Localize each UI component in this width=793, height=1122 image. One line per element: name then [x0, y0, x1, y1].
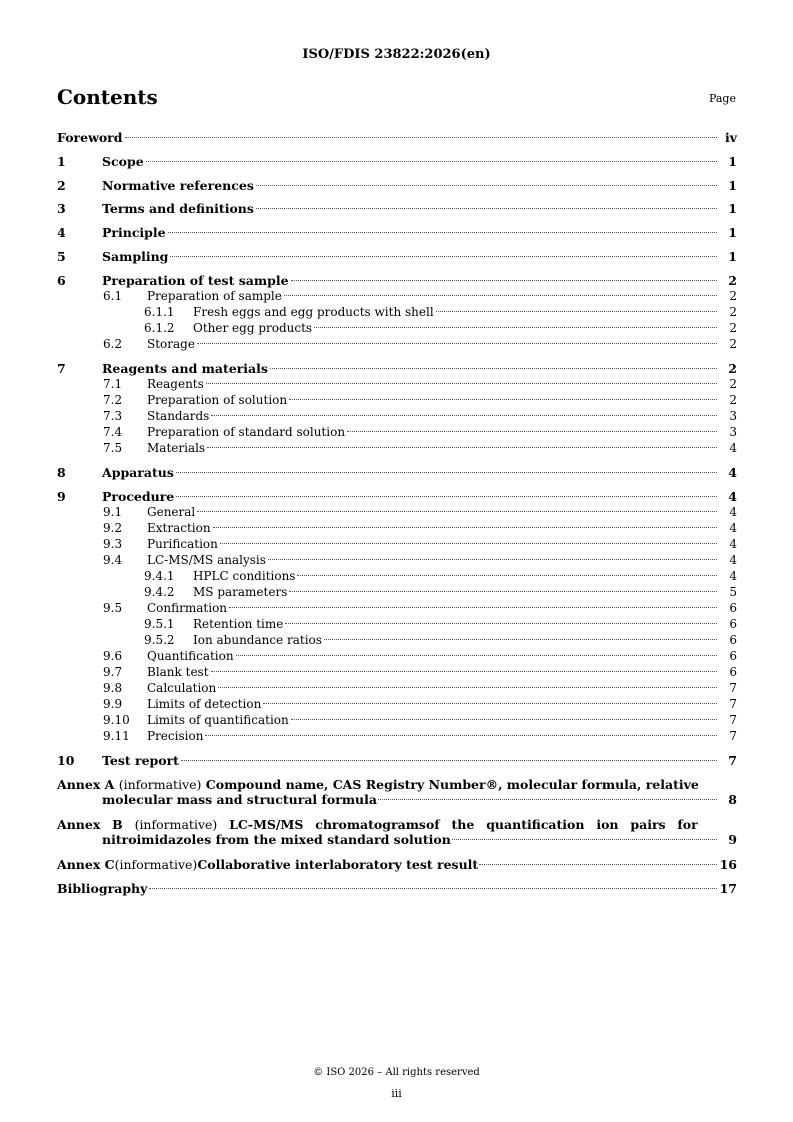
toc-entry-page: 2	[729, 321, 737, 335]
annex-title-continuation-line	[102, 832, 717, 847]
toc-entry-page: 7	[729, 729, 737, 743]
page-title: Contents	[57, 85, 158, 109]
toc-entry-title-wrap	[147, 409, 717, 423]
toc-entry-page: 1	[728, 225, 737, 240]
annex-label: Annex A	[57, 777, 115, 792]
toc-entry[interactable]	[57, 249, 737, 265]
dot-leader	[314, 327, 717, 328]
dot-leader	[176, 472, 717, 473]
toc-entry[interactable]	[57, 713, 737, 729]
toc-entry-title-wrap	[193, 585, 717, 599]
toc-entry-title-wrap	[147, 553, 717, 567]
toc-entry[interactable]	[57, 465, 737, 481]
toc-entry-page: 2	[729, 337, 737, 351]
annex-title: Collaborative interlaboratory test result	[197, 857, 479, 872]
toc-entry[interactable]	[57, 425, 737, 441]
toc-entry-title: HPLC conditions	[193, 569, 296, 583]
toc-entry[interactable]	[57, 225, 737, 241]
toc-entry-number: 6.1	[103, 289, 123, 303]
dot-leader	[218, 687, 717, 688]
dot-leader	[211, 671, 717, 672]
toc-entry-title: Reagents and materials	[102, 361, 268, 376]
toc-entry-page: 2	[729, 377, 737, 391]
toc-entry-page: 1	[728, 154, 737, 169]
annex-title-continuation: nitroimidazoles from the mixed standard solution	[102, 832, 451, 847]
toc-entry-number: 9	[57, 489, 66, 504]
toc-entry-number: 10	[57, 753, 75, 768]
toc-entry-title: Precision	[147, 729, 204, 743]
toc-entry-title-wrap	[193, 633, 717, 647]
toc-entry-title: Other egg products	[193, 321, 313, 335]
toc-entry-page: iv	[724, 130, 737, 145]
toc-entry-title: Terms and definitions	[102, 201, 254, 216]
toc-entry-number: 4	[57, 225, 66, 240]
toc-entry-title: Ion abundance ratios	[193, 633, 322, 647]
toc-entry-number: 6.1.2	[144, 321, 175, 335]
toc-bibliography-entry[interactable]	[57, 881, 737, 897]
annex-line	[57, 857, 717, 872]
toc-entry-page: 2	[729, 393, 737, 407]
dot-leader	[176, 496, 717, 497]
toc-entry[interactable]	[57, 585, 737, 601]
dot-leader	[268, 559, 717, 560]
toc-entry-title: Purification	[147, 537, 218, 551]
toc-entry-page: 4	[729, 441, 737, 455]
toc-entry-number: 9.11	[103, 729, 130, 743]
toc-entry-title-wrap	[147, 289, 717, 303]
annex-title: Compound name, CAS Registry Number®, molecular formula, relative	[205, 777, 699, 792]
toc-entry-number: 1	[57, 154, 66, 169]
dot-leader	[197, 511, 717, 512]
toc-entry[interactable]	[57, 553, 737, 569]
annex-title-continuation-line	[102, 792, 717, 807]
toc-entry-page: 2	[729, 305, 737, 319]
toc-entry-title: Limits of detection	[147, 697, 262, 711]
toc-entry-title-wrap	[147, 441, 717, 455]
toc-entry[interactable]	[57, 505, 737, 521]
dot-leader	[205, 735, 717, 736]
toc-entry-page: 4	[729, 569, 737, 583]
toc-entry-title-wrap	[102, 273, 717, 288]
toc-entry[interactable]	[57, 441, 737, 457]
annex-label: Annex C	[57, 857, 115, 872]
annex-type: (informative)	[118, 777, 202, 792]
toc-entry-page: 2	[728, 361, 737, 376]
toc-entry-title: LC-MS/MS analysis	[147, 553, 266, 567]
toc-entry-number: 6.1.1	[144, 305, 175, 319]
toc-entry[interactable]	[57, 633, 737, 649]
toc-entry-title-wrap	[57, 881, 717, 896]
toc-entry-number: 2	[57, 178, 66, 193]
toc-entry-title: Apparatus	[102, 465, 174, 480]
annex-type: (informative)	[134, 817, 218, 832]
toc-entry[interactable]	[57, 537, 737, 553]
dot-leader	[270, 368, 717, 369]
toc-entry-title-wrap	[102, 178, 717, 193]
toc-entry-number: 9.4.1	[144, 569, 175, 583]
dot-leader	[125, 137, 718, 138]
toc-entry-title-wrap	[102, 465, 717, 480]
toc-entry-page: 3	[729, 425, 737, 439]
toc-entry[interactable]	[57, 569, 737, 585]
toc-entry-title-wrap	[147, 729, 717, 743]
dot-leader	[378, 799, 717, 800]
toc-entry-title: Foreword	[57, 130, 123, 145]
dot-leader	[256, 208, 717, 209]
toc-entry-title: Retention time	[193, 617, 284, 631]
toc-entry-number: 7.5	[103, 441, 123, 455]
toc-entry-number: 7.2	[103, 393, 123, 407]
toc-entry-title-wrap	[102, 249, 717, 264]
toc-entry[interactable]	[57, 601, 737, 617]
toc-entry[interactable]	[57, 130, 737, 146]
toc-entry-title: Confirmation	[147, 601, 228, 615]
annex-type: (informative)	[114, 857, 198, 872]
toc-entry-title-wrap	[102, 154, 717, 169]
toc-entry-number: 9.6	[103, 649, 123, 663]
dot-leader	[149, 888, 717, 889]
toc-entry[interactable]	[57, 665, 737, 681]
dot-leader	[347, 431, 717, 432]
toc-entry-title: Scope	[102, 154, 144, 169]
dot-leader	[220, 543, 717, 544]
toc-entry-number: 9.2	[103, 521, 123, 535]
toc-entry[interactable]	[57, 321, 737, 337]
page-column-label: Page	[708, 92, 736, 105]
dot-leader	[452, 839, 717, 840]
toc-entry[interactable]	[57, 393, 737, 409]
toc-entry-title-wrap	[147, 521, 717, 535]
dot-leader	[197, 343, 717, 344]
annex-page: 8	[728, 792, 737, 807]
toc-entry-number: 5	[57, 249, 66, 264]
toc-entry-title: Limits of quantification	[147, 713, 289, 727]
toc-entry-title-wrap	[193, 569, 717, 583]
toc-entry[interactable]	[57, 377, 737, 393]
toc-entry-title: Quantification	[147, 649, 234, 663]
annex-line	[57, 817, 737, 832]
toc-entry-title: General	[147, 505, 196, 519]
toc-entry-title-wrap	[147, 601, 717, 615]
dot-leader	[291, 719, 717, 720]
toc-entry-number: 9.4.2	[144, 585, 175, 599]
annex-line	[57, 777, 737, 792]
dot-leader	[206, 383, 717, 384]
toc-entry-page: 6	[729, 633, 737, 647]
copyright-notice: © ISO 2026 – All rights reserved	[313, 1067, 480, 1078]
toc-entry-page: 7	[729, 681, 737, 695]
toc-entry-number: 9.5	[103, 601, 123, 615]
toc-entry-number: 9.1	[103, 505, 123, 519]
toc-entry-title-wrap	[102, 753, 717, 768]
toc-entry-title: Preparation of solution	[147, 393, 288, 407]
page-number: iii	[391, 1087, 402, 1100]
dot-leader	[211, 415, 717, 416]
toc-entry-number: 7.3	[103, 409, 123, 423]
toc-entry[interactable]	[57, 201, 737, 217]
toc-entry-title-wrap	[147, 377, 717, 391]
toc-entry[interactable]	[57, 617, 737, 633]
toc-entry[interactable]	[57, 681, 737, 697]
toc-entry-title-wrap	[147, 505, 717, 519]
toc-entry-title-wrap	[147, 425, 717, 439]
toc-entry-title: Calculation	[147, 681, 217, 695]
toc-entry-page: 5	[729, 585, 737, 599]
toc-entry-number: 9.5.1	[144, 617, 175, 631]
toc-entry-title-wrap	[147, 713, 717, 727]
document-header: ISO/FDIS 23822:2026(en)	[302, 47, 491, 62]
toc-entry-title-wrap	[102, 489, 717, 504]
toc-entry-page: 3	[729, 409, 737, 423]
dot-leader	[146, 161, 717, 162]
toc-entry-title: Storage	[147, 337, 195, 351]
bibliography-title: Bibliography	[57, 881, 148, 896]
toc-entry-number: 3	[57, 201, 66, 216]
toc-entry-number: 7.1	[103, 377, 123, 391]
toc-entry-title-wrap	[147, 649, 717, 663]
toc-entry-title: Normative references	[102, 178, 254, 193]
toc-entry-number: 6.2	[103, 337, 123, 351]
toc-entry-number: 7	[57, 361, 66, 376]
toc-entry-title: MS parameters	[193, 585, 288, 599]
dot-leader	[236, 655, 717, 656]
toc-entry[interactable]	[57, 154, 737, 170]
toc-entry-page: 4	[728, 489, 737, 504]
toc-entry-title: Extraction	[147, 521, 211, 535]
toc-entry-page: 4	[729, 537, 737, 551]
toc-entry-number: 6	[57, 273, 66, 288]
dot-leader	[324, 639, 717, 640]
toc-entry-page: 6	[729, 665, 737, 679]
toc-entry-title: Preparation of test sample	[102, 273, 289, 288]
toc-entry-title-wrap	[102, 225, 717, 240]
toc-entry-title: Reagents	[147, 377, 204, 391]
toc-annex-entry[interactable]	[57, 857, 737, 872]
toc-entry-title-wrap	[147, 393, 717, 407]
toc-entry-page: 7	[728, 753, 737, 768]
toc-entry-title-wrap	[147, 337, 717, 351]
toc-entry-title-wrap	[147, 681, 717, 695]
toc-entry-title: Preparation of sample	[147, 289, 282, 303]
toc-entry-title-wrap	[147, 665, 717, 679]
toc-entry-title: Preparation of standard solution	[147, 425, 346, 439]
toc-entry[interactable]	[57, 273, 737, 289]
dot-leader	[181, 760, 717, 761]
dot-leader	[289, 399, 717, 400]
toc-entry-title: Blank test	[147, 665, 209, 679]
toc-entry-title-wrap	[193, 321, 717, 335]
toc-entry[interactable]	[57, 337, 737, 353]
toc-entry-page: 1	[728, 201, 737, 216]
toc-entry-title-wrap	[102, 361, 717, 376]
toc-entry-number: 9.7	[103, 665, 123, 679]
toc-entry-number: 9.5.2	[144, 633, 175, 647]
toc-entry-title-wrap	[193, 617, 717, 631]
toc-entry[interactable]	[57, 729, 737, 745]
dot-leader	[284, 295, 717, 296]
toc-entry-title-wrap	[193, 305, 717, 319]
toc-entry[interactable]	[57, 178, 737, 194]
toc-entry-page: 4	[729, 553, 737, 567]
toc-entry-title-wrap	[147, 697, 717, 711]
dot-leader	[229, 607, 717, 608]
dot-leader	[285, 623, 717, 624]
toc-entry-page: 4	[729, 521, 737, 535]
toc-entry-page: 2	[729, 289, 737, 303]
dot-leader	[291, 280, 717, 281]
toc-annex-entry[interactable]	[57, 817, 737, 847]
toc-entry[interactable]	[57, 305, 737, 321]
toc-entry[interactable]	[57, 521, 737, 537]
dot-leader	[297, 575, 717, 576]
toc-entry-title: Sampling	[102, 249, 169, 264]
dot-leader	[213, 527, 717, 528]
annex-label: Annex B	[57, 817, 123, 832]
toc-entry-number: 9.9	[103, 697, 123, 711]
toc-entry-page: 4	[729, 505, 737, 519]
bibliography-page: 17	[719, 881, 737, 896]
annex-page: 16	[719, 857, 737, 872]
annex-page: 9	[728, 832, 737, 847]
dot-leader	[479, 864, 717, 865]
toc-entry-page: 6	[729, 649, 737, 663]
toc-entry[interactable]	[57, 409, 737, 425]
toc-entry[interactable]	[57, 289, 737, 305]
toc-entry[interactable]	[57, 697, 737, 713]
annex-title: LC-MS/MS chromatogramsof the quantification ion pairs for	[229, 817, 698, 832]
dot-leader	[170, 256, 717, 257]
toc-entry-title-wrap	[57, 130, 717, 145]
toc-entry-title: Principle	[102, 225, 166, 240]
toc-entry[interactable]	[57, 489, 737, 505]
toc-entry-page: 7	[729, 713, 737, 727]
toc-entry-title: Materials	[147, 441, 206, 455]
toc-entry-page: 1	[728, 249, 737, 264]
toc-entry-title-wrap	[102, 201, 717, 216]
toc-entry-title-wrap	[147, 537, 717, 551]
toc-entry-page: 2	[728, 273, 737, 288]
toc-entry-title: Standards	[147, 409, 210, 423]
toc-entry-page: 7	[729, 697, 737, 711]
toc-entry-number: 9.4	[103, 553, 123, 567]
annex-title-continuation: molecular mass and structural formula	[102, 792, 377, 807]
dot-leader	[207, 447, 717, 448]
toc-entry-number: 8	[57, 465, 66, 480]
toc-entry-number: 9.3	[103, 537, 123, 551]
dot-leader	[289, 591, 717, 592]
toc-entry-number: 7.4	[103, 425, 123, 439]
dot-leader	[256, 185, 717, 186]
toc-entry-page: 1	[728, 178, 737, 193]
toc-annex-entry[interactable]	[57, 777, 737, 807]
toc-entry-title: Test report	[102, 753, 179, 768]
toc-entry-number: 9.10	[103, 713, 130, 727]
toc-entry-page: 4	[728, 465, 737, 480]
toc-entry-page: 6	[729, 601, 737, 615]
toc-entry-page: 6	[729, 617, 737, 631]
toc-entry-number: 9.8	[103, 681, 123, 695]
toc-entry-title: Fresh eggs and egg products with shell	[193, 305, 434, 319]
toc-entry[interactable]	[57, 649, 737, 665]
dot-leader	[263, 703, 717, 704]
toc-entry[interactable]	[57, 361, 737, 377]
toc-entry[interactable]	[57, 753, 737, 769]
toc-entry-title: Procedure	[102, 489, 175, 504]
dot-leader	[168, 232, 717, 233]
dot-leader	[436, 311, 717, 312]
